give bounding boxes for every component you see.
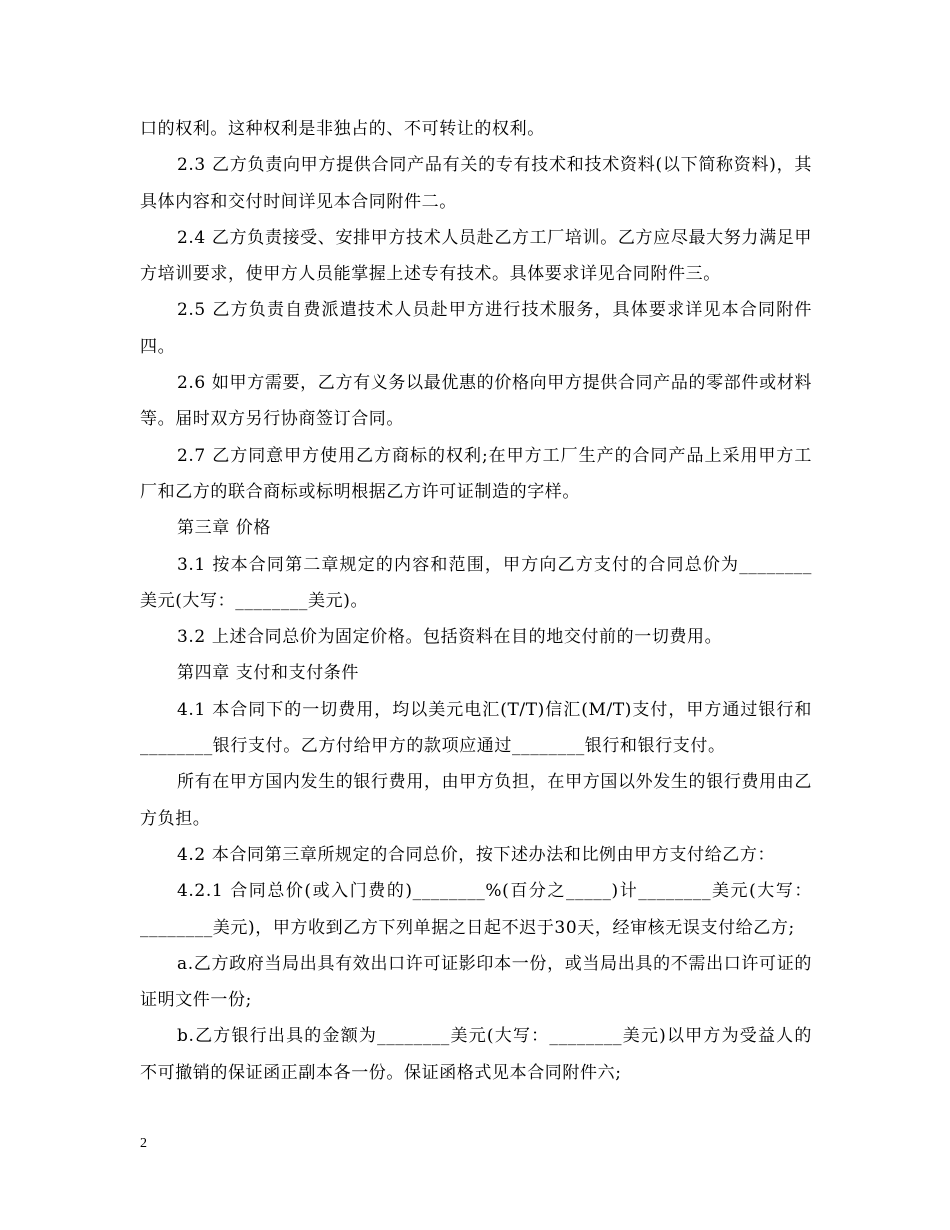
item-a: a.乙方政府当局出具有效出口许可证影印本一份，或当局出具的不需出口许可证的证明文件一份; [140, 953, 812, 1011]
clause-3-1: 3.1 按本合同第二章规定的内容和范围，甲方向乙方支付的合同总价为________美元(大写：________美元)。 [140, 554, 812, 611]
chapter-4-heading: 第四章 支付和支付条件 [177, 663, 360, 684]
clause-4-2-1: 4.2.1 合同总价(或入门费的)________%(百分之_____)计________美元(大写：________美元)，甲方收到乙方下列单据之日起不迟于30天，经审核无误支付给乙方; [140, 881, 812, 938]
clause-3-2: 3.2 上述合同总价为固定价格。包括资料在目的地交付前的一切费用。 [177, 627, 723, 648]
clause-2-6: 2.6 如甲方需要，乙方有义务以最优惠的价格向甲方提供合同产品的零部件或材料等。届时双方另行协商签订合同。 [140, 373, 812, 430]
clause-2-7: 2.7 乙方同意甲方使用乙方商标的权利;在甲方工厂生产的合同产品上采用甲方工厂和乙方的联合商标或标明根据乙方许可证制造的字样。 [140, 445, 812, 502]
clause-4-2: 4.2 本合同第三章所规定的合同总价，按下述办法和比例由甲方支付给乙方： [177, 844, 776, 865]
document-body [140, 111, 812, 1091]
clause-2-4: 2.4 乙方负责接受、安排甲方技术人员赴乙方工厂培训。乙方应尽最大努力满足甲方培训要求，使甲方人员能掌握上述专有技术。具体要求详见合同附件三。 [140, 227, 812, 285]
page-number: 2 [140, 1136, 147, 1151]
clause-2-5: 2.5 乙方负责自费派遣技术人员赴甲方进行技术服务，具体要求详见本合同附件四。 [140, 300, 812, 357]
clause-4-1: 4.1 本合同下的一切费用，均以美元电汇(T/T)信汇(M/T)支付，甲方通过银行和________银行支付。乙方付给甲方的款项应通过________银行和银行支付。 [140, 699, 812, 757]
paragraph-continuation: 口的权利。这种权利是非独占的、不可转让的权利。 [140, 119, 545, 139]
clause-4-1-bank-fees: 所有在甲方国内发生的银行费用，由甲方负担，在甲方国以外发生的银行费用由乙方负担。 [140, 772, 812, 829]
item-b: b.乙方银行出具的金额为________美元(大写：________美元)以甲方为受益人的不可撤销的保证函正副本各一份。保证函格式见本合同附件六; [140, 1026, 812, 1083]
clause-2-3: 2.3 乙方负责向甲方提供合同产品有关的专有技术和技术资料(以下简称资料)，其具体内容和交付时间详见本合同附件二。 [140, 155, 812, 212]
chapter-3-heading: 第三章 价格 [177, 518, 272, 539]
